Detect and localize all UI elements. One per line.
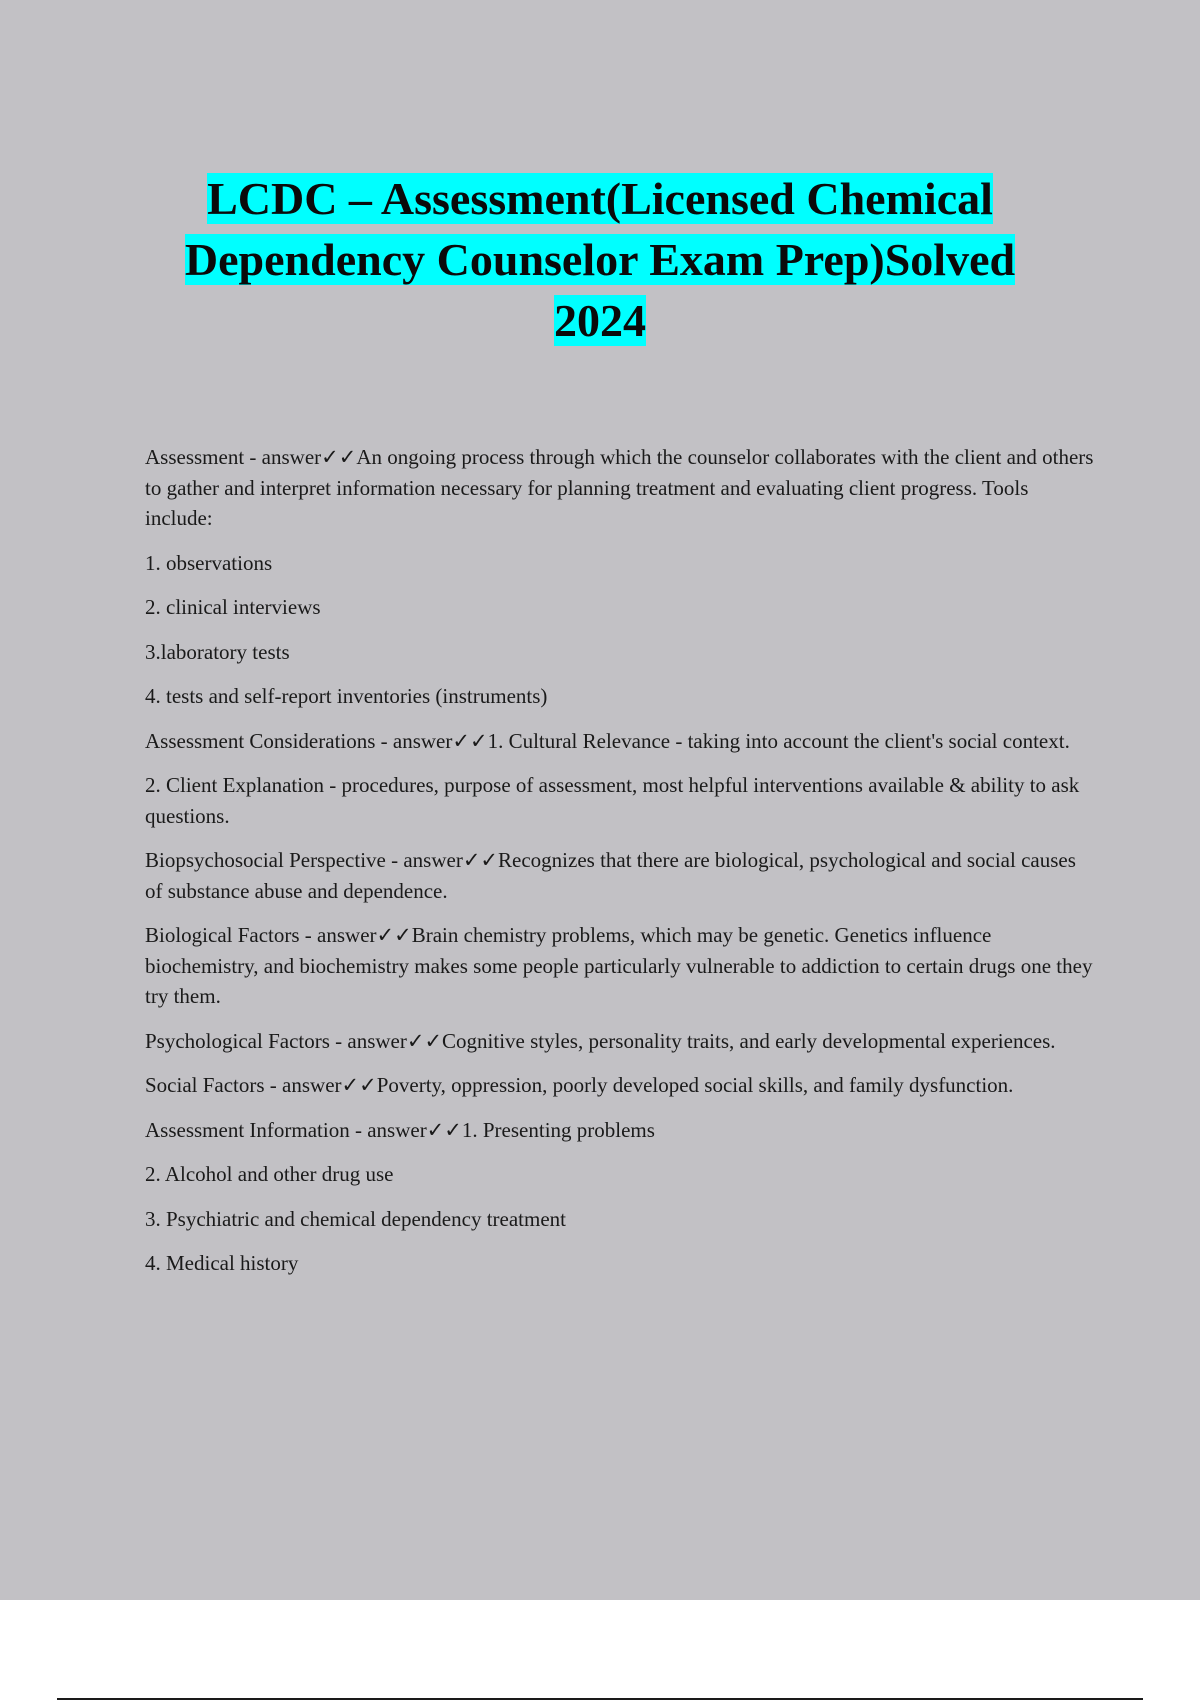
paragraph: 2. Alcohol and other drug use	[145, 1162, 394, 1186]
paragraph: Assessment Considerations - answer✓✓1. Cultural Relevance - taking into account the client's social context.	[145, 728, 1070, 753]
paragraph: Psychological Factors - answer✓✓Cognitive styles, personality traits, and early developmental experiences.	[145, 1028, 1056, 1053]
paragraph: Social Factors - answer✓✓Poverty, oppression, poorly developed social skills, and family dysfunction.	[145, 1073, 1014, 1097]
document-body	[145, 442, 1095, 1293]
paragraph: 3. Psychiatric and chemical dependency treatment	[145, 1206, 566, 1231]
paragraph: Biological Factors - answer✓✓Brain chemistry problems, which may be genetic. Genetics influence biochemistry, and biochemistry makes some people particularly vulnerable to addiction to certain drugs one they try them.	[145, 923, 1093, 1008]
paragraph: Assessment Information - answer✓✓1. Presenting problems	[145, 1117, 655, 1142]
title-block	[0, 168, 1200, 351]
paragraph: 4. tests and self-report inventories (instruments)	[145, 684, 548, 708]
paragraph: 4. Medical history	[145, 1251, 299, 1275]
paragraph: Biopsychosocial Perspective - answer✓✓Recognizes that there are biological, psychological and social causes of substance abuse and dependence.	[145, 848, 1076, 903]
paragraph: Assessment - answer✓✓An ongoing process through which the counselor collaborates with the client and others to gather and interpret information necessary for planning treatment and evaluating client progress. Tools include:	[145, 445, 1094, 530]
paragraph: 1. observations	[145, 550, 273, 575]
paragraph: 2. Client Explanation - procedures, purpose of assessment, most helpful interventions available & ability to ask questions.	[145, 773, 1080, 828]
document-title: LCDC – Assessment(Licensed Chemical Dependency Counselor Exam Prep)Solved 2024	[184, 173, 1016, 346]
paragraph: 3.laboratory tests	[145, 639, 290, 664]
paragraph: 2. clinical interviews	[145, 595, 321, 619]
